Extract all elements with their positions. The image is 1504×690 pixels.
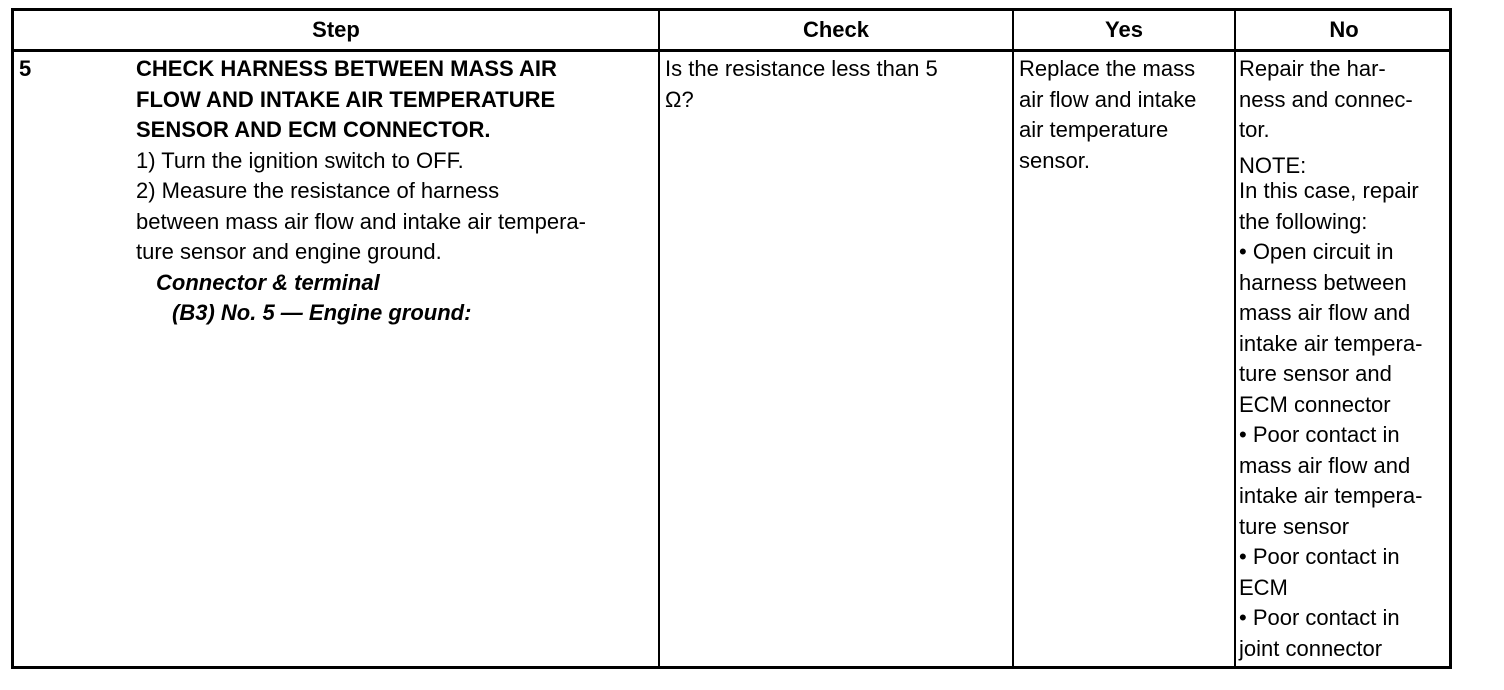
note-label: NOTE:: [1239, 152, 1307, 178]
note-line: intake air tempera-: [1239, 330, 1423, 356]
no-line: Repair the har-: [1239, 56, 1386, 81]
yes-line: Replace the mass: [1019, 56, 1196, 81]
header-step: Step: [312, 17, 360, 43]
note-line: ture sensor: [1239, 513, 1350, 539]
yes-line: air temperature: [1019, 117, 1169, 142]
yes-line: air flow and intake: [1019, 86, 1197, 112]
yes-content: [1019, 54, 1231, 176]
check-line: Is the resistance less than 5: [665, 56, 938, 81]
note-line: harness between: [1239, 269, 1407, 295]
no-content: [1239, 54, 1451, 664]
header-check: Check: [802, 17, 870, 43]
check-content: [665, 54, 1005, 115]
step-instruction-line: 1) Turn the ignition switch to OFF.: [136, 147, 464, 173]
no-line: ness and connec-: [1239, 86, 1413, 112]
no-line: tor.: [1239, 117, 1270, 142]
connector-label: Connector & terminal: [156, 269, 380, 295]
column-divider: [1012, 11, 1014, 666]
step-instruction-line: ture sensor and engine ground.: [136, 239, 442, 264]
note-line: • Poor contact in: [1239, 605, 1400, 630]
note-line: ture sensor and: [1239, 361, 1392, 386]
column-divider: [1234, 11, 1236, 666]
step-number: 5: [19, 56, 32, 81]
step-title-line: CHECK HARNESS BETWEEN MASS AIR: [136, 56, 557, 81]
yes-line: sensor.: [1019, 147, 1090, 173]
header-no: No: [1329, 17, 1359, 43]
diagnostic-table: [11, 8, 1452, 669]
note-line: mass air flow and: [1239, 300, 1411, 325]
note-line: In this case, repair: [1239, 178, 1419, 203]
note-line: • Open circuit in: [1239, 239, 1394, 264]
step-title-line: FLOW AND INTAKE AIR TEMPERATURE: [136, 86, 556, 112]
step-instruction-line: 2) Measure the resistance of harness: [136, 178, 500, 203]
step-title-line: SENSOR AND ECM CONNECTOR.: [136, 117, 491, 142]
note-line: intake air tempera-: [1239, 483, 1423, 508]
note-line: mass air flow and: [1239, 452, 1411, 478]
check-line: Ω?: [665, 86, 694, 112]
note-line: the following:: [1239, 208, 1368, 234]
note-line: • Poor contact in: [1239, 422, 1400, 447]
step-content: [136, 54, 651, 329]
note-line: • Poor contact in: [1239, 544, 1400, 569]
header-yes: Yes: [1105, 17, 1143, 43]
step-instruction-line: between mass air flow and intake air tempera-: [136, 208, 586, 234]
note-line: ECM: [1239, 574, 1288, 600]
note-line: ECM connector: [1239, 391, 1391, 417]
note-line: joint connector: [1239, 635, 1383, 661]
connector-value: (B3) No. 5 — Engine ground:: [172, 300, 472, 325]
column-divider: [658, 11, 660, 666]
